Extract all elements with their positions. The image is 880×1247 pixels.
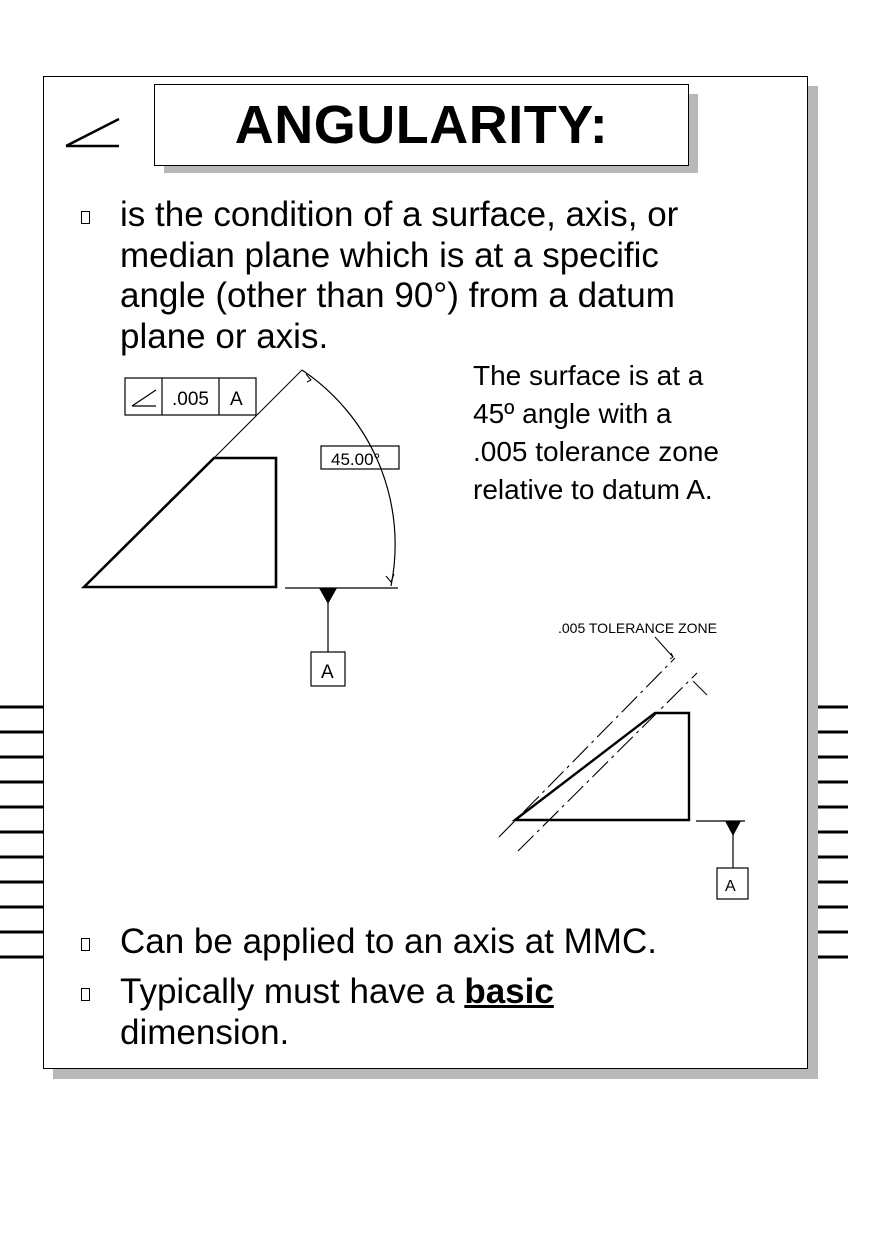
part-outline [84, 458, 276, 587]
datum-triangle-icon [725, 821, 741, 836]
datum-label: A [321, 662, 334, 683]
explanation-note: The surface is at a 45º angle with a .005 tolerance zone relative to datum A. [473, 360, 719, 505]
bullet-icon [81, 938, 90, 951]
angle-arc [302, 370, 395, 586]
bullet-icon [81, 988, 90, 1001]
bullet-definition: is the condition of a surface, axis, or median plane which is at a specific angle (other than 90°) from a datum plane or axis. [120, 195, 679, 356]
basic-emphasis: basic [464, 972, 554, 1011]
bullet-mmc: Can be applied to an axis at MMC. [120, 922, 657, 961]
tolerance-zone-label: .005 TOLERANCE ZONE [558, 620, 717, 636]
datum-label: A [725, 878, 736, 895]
angularity-drawing-left [80, 362, 410, 692]
bullet-basic-suffix: dimension. [120, 1012, 290, 1052]
bullet-basic-dimension [120, 972, 554, 1053]
fcf-tolerance-value: .005 [172, 389, 209, 410]
fcf-datum-ref: A [230, 389, 243, 410]
angle-dimension-value: 45.00° [331, 450, 381, 469]
angularity-symbol-icon [64, 115, 124, 151]
tolerance-zone-boundary-lower [518, 673, 697, 851]
bullet-icon [81, 211, 90, 224]
tolerance-zone-drawing-right [495, 615, 760, 905]
page-title: ANGULARITY: [154, 84, 689, 166]
bullet-basic-prefix: Typically must have a [120, 972, 465, 1011]
tolerance-zone-boundary-upper [499, 658, 675, 837]
datum-triangle-icon [319, 588, 337, 604]
part-outline [515, 713, 689, 820]
